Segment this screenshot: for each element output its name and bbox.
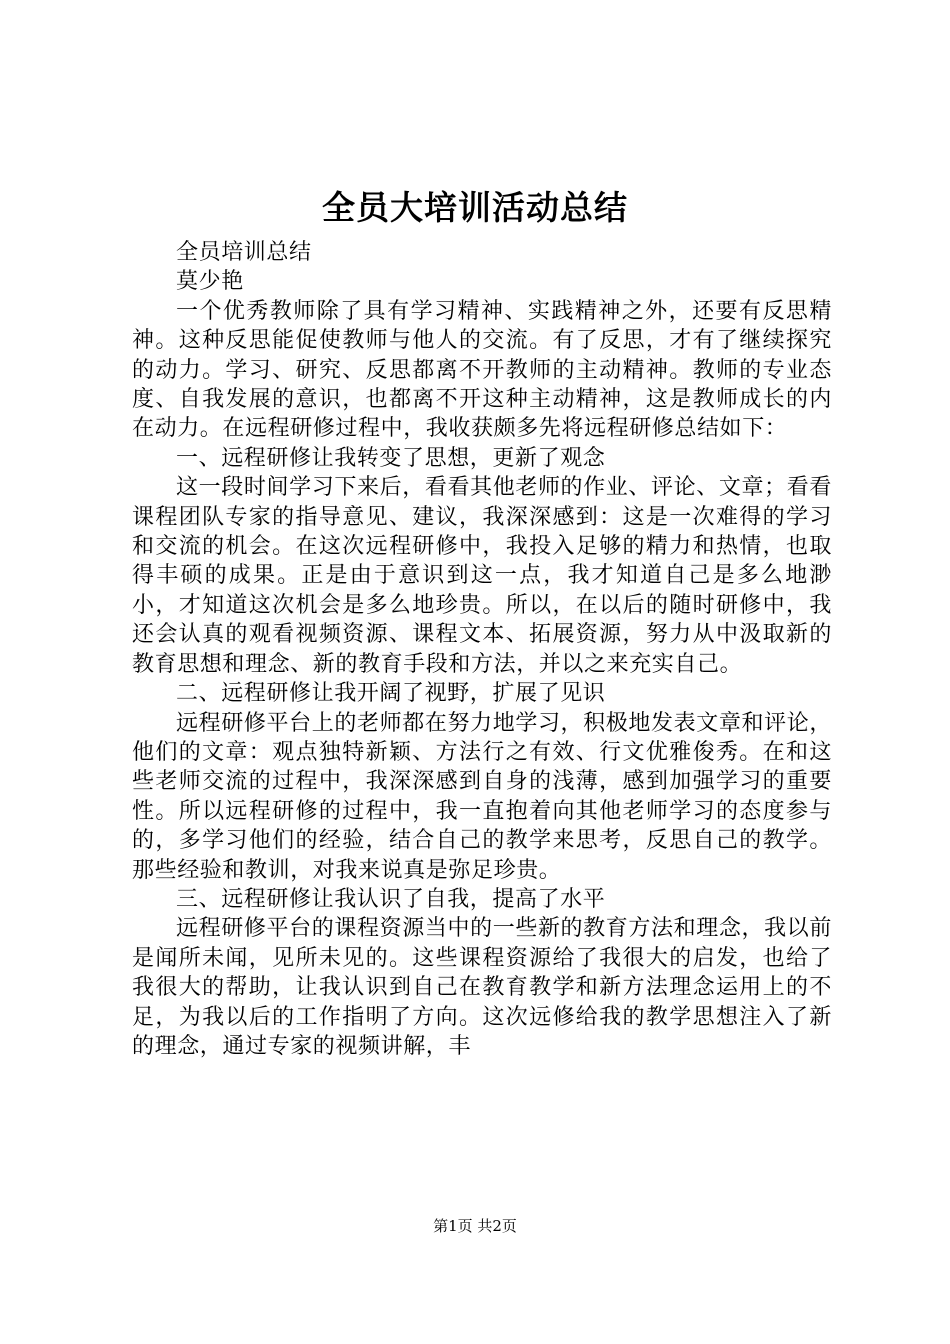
document-title: 全员大培训活动总结: [322, 188, 628, 227]
author: 莫少艳: [176, 269, 244, 295]
paragraph-intro: 一个优秀教师除了具有学习精神、实践精神之外，还要有反思精神。这种反思能促使教师与他人的交流。有了反思，才有了继续探究的动力。学习、研究、反思都离不开教师的主动精神。教师的专业态度、自我发展的意识，也都离不开这种主动精神，这是教师成长的内在动力。在远程研修过程中，我收获颇多先将远程研修总结如下：: [132, 298, 832, 442]
section-heading-2: 二、远程研修让我开阔了视野，扩展了见识: [176, 681, 606, 707]
page-number-footer: 第1页 共2页: [433, 1217, 517, 1235]
paragraph-section-1: 这一段时间学习下来后，看看其他老师的作业、评论、文章；看看课程团队专家的指导意见、建议，我深深感到：这是一次难得的学习和交流的机会。在这次远程研修中，我投入足够的精力和热情，也取得丰硕的成果。正是由于意识到这一点，我才知道自己是多么地渺小，才知道这次机会是多么地珍贵。所以，在以后的随时研修中，我还会认真的观看视频资源、课程文本、拓展资源，努力从中汲取新的教育思想和理念、新的教育手段和方法，并以之来充实自己。: [132, 475, 832, 677]
subtitle: 全员培训总结: [176, 240, 312, 265]
paragraph-section-2: 远程研修平台上的老师都在努力地学习，积极地发表文章和评论，他们的文章：观点独特新颖、方法行之有效、行文优雅俊秀。在和这些老师交流的过程中，我深深感到自身的浅薄，感到加强学习的重要性。所以远程研修的过程中，我一直抱着向其他老师学习的态度参与的，多学习他们的经验，结合自己的教学来思考，反思自己的教学。那些经验和教训，对我来说真是弥足珍贵。: [132, 710, 832, 883]
section-heading-3: 三、远程研修让我认识了自我，提高了水平: [176, 886, 606, 912]
paragraph-section-3: 远程研修平台的课程资源当中的一些新的教育方法和理念，我以前是闻所未闻，见所未见的。这些课程资源给了我很大的启发，也给了我很大的帮助，让我认识到自己在教育教学和新方法理念运用上的不足，为我以后的工作指明了方向。这次远修给我的教学思想注入了新的理念，通过专家的视频讲解，丰: [132, 916, 832, 1059]
document-body: [132, 238, 832, 1061]
section-heading-1: 一、远程研修让我转变了思想，更新了观念: [176, 445, 606, 471]
